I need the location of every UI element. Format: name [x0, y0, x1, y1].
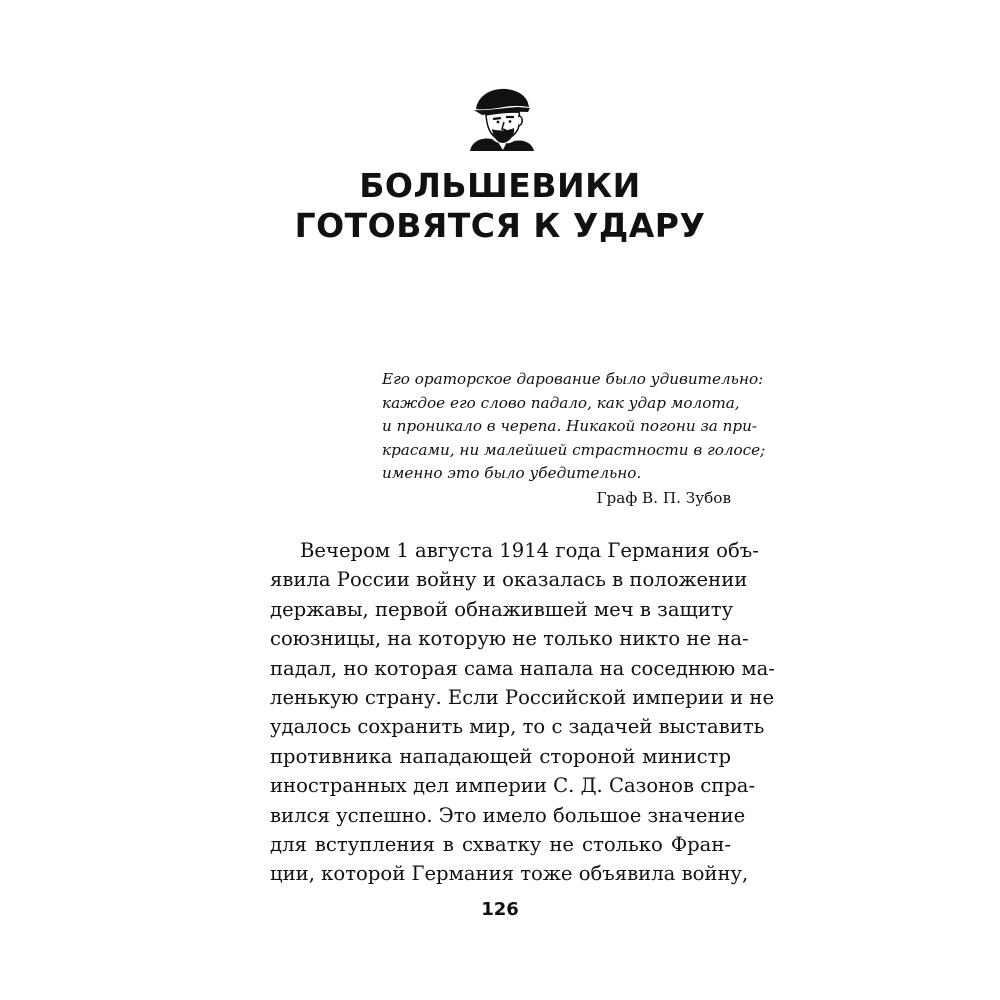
body-line: противника нападающей стороной министр: [270, 744, 731, 768]
epigraph-line: и проникало в черепа. Никакой погони за при-: [382, 417, 758, 435]
lenin-portrait-icon: [468, 85, 536, 151]
body-line: ции, которой Германия тоже объявила войну,: [270, 862, 749, 886]
page-number: 126: [481, 899, 519, 920]
epigraph-line: Его ораторское дарование было удивительно:: [382, 370, 764, 388]
chapter-title-line-1: БОЛЬШЕВИКИ: [359, 166, 641, 205]
body-line: удалось сохранить мир, то с задачей выставить: [270, 715, 765, 739]
body-line: явила России войну и оказалась в положении: [270, 568, 748, 592]
epigraph-line: каждое его слово падало, как удар молота,: [382, 393, 740, 412]
body-line: иностранных дел империи С. Д. Сазонов спра-: [270, 774, 756, 798]
body-line: для вступления в схватку не столько Фран-: [270, 833, 731, 857]
epigraph-line: красами, ни малейшей страстности в голосе;: [382, 440, 766, 459]
body-line: державы, первой обнажившей меч в защиту: [270, 597, 734, 621]
epigraph-author: Граф В. П. Зубов: [596, 488, 731, 507]
body-paragraph: [270, 536, 775, 889]
chapter-title-line-2: ГОТОВЯТСЯ К УДАРУ: [294, 206, 706, 245]
chapter-title: [0, 166, 1000, 246]
epigraph: [382, 368, 766, 510]
body-line: Вечером 1 августа 1914 года Германия объ-: [300, 539, 759, 562]
body-line: падал, но которая сама напала на соседнюю ма-: [270, 656, 775, 680]
body-line: вился успешно. Это имело большое значение: [270, 803, 746, 827]
body-line: союзницы, на которую не только никто не на-: [270, 627, 749, 651]
body-line: ленькую страну. Если Российской империи и не: [270, 686, 775, 710]
epigraph-line: именно это было убедительно.: [382, 464, 642, 482]
